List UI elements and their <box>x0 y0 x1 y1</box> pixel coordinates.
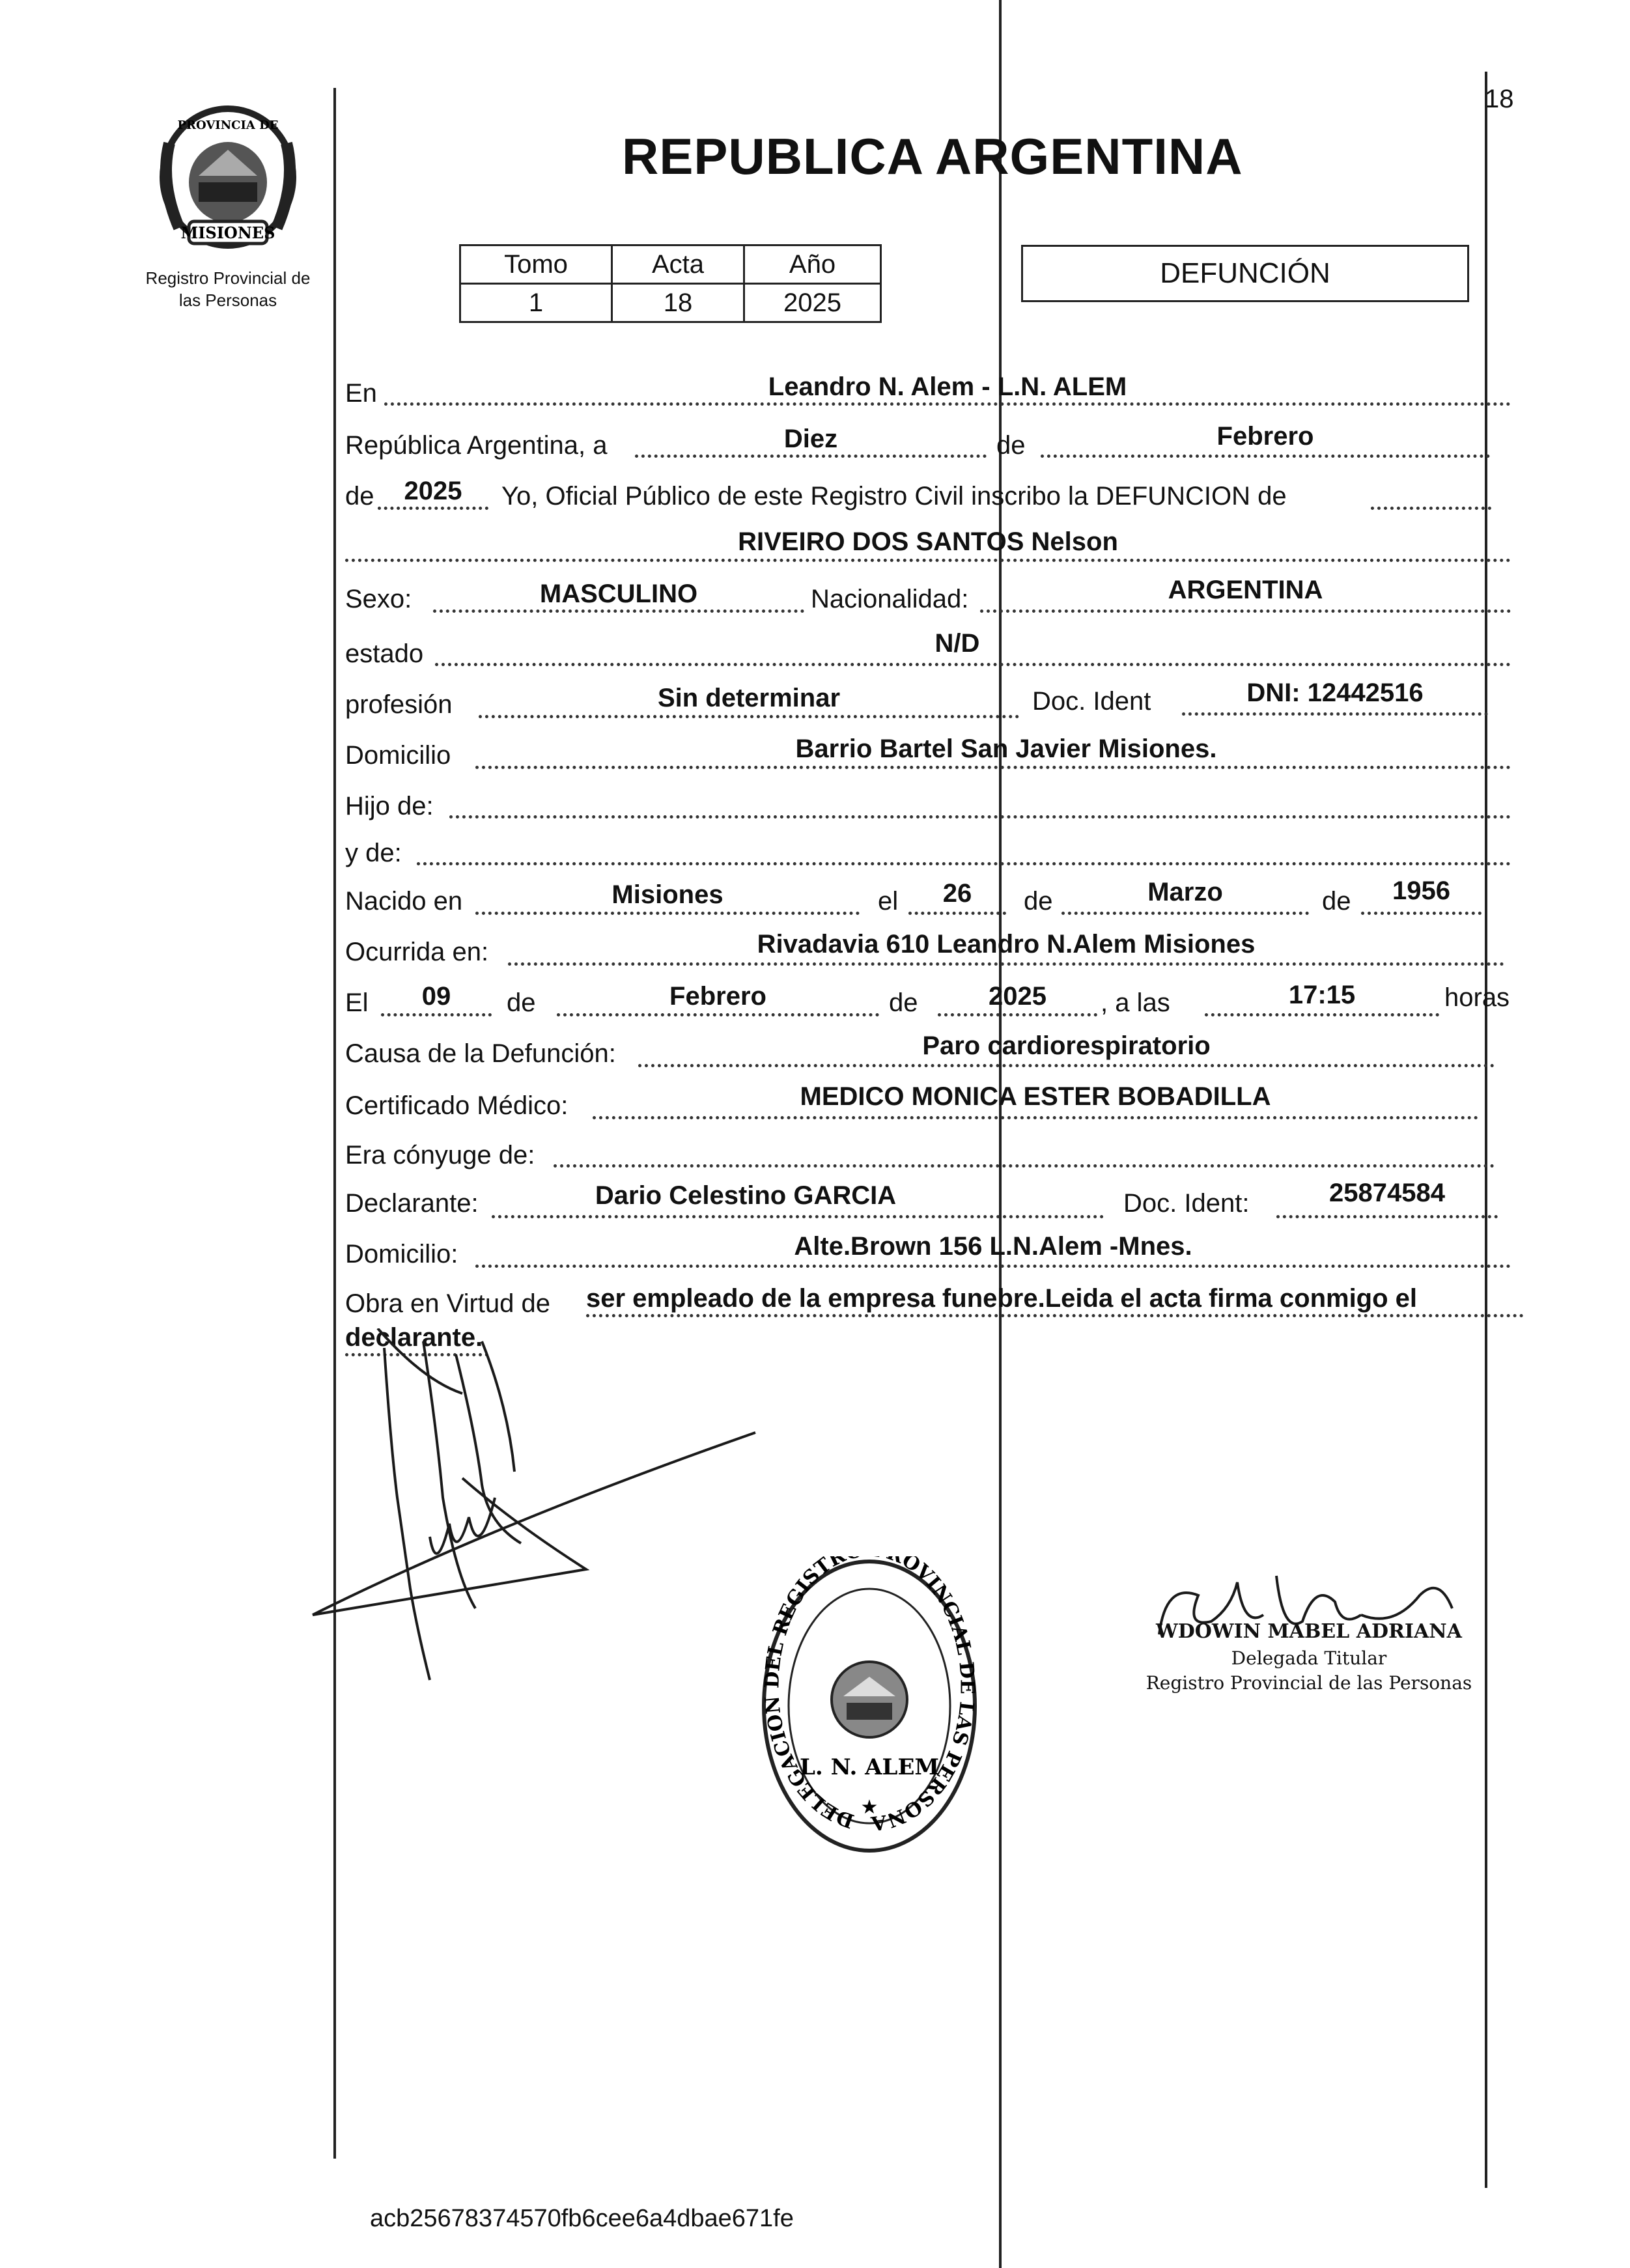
conyuge-label: Era cónyuge de: <box>345 1141 535 1169</box>
year-value: 2025 <box>404 477 462 505</box>
death-day: 09 <box>421 982 451 1011</box>
ocurrida-value: Rivadavia 610 Leandro N.Alem Misiones <box>757 930 1256 959</box>
en-label: En <box>345 379 377 408</box>
declarante-label: Declarante: <box>345 1189 479 1218</box>
doc2-label: Doc. Ident: <box>1123 1189 1250 1218</box>
dom2-line <box>475 1265 1511 1268</box>
ocurrida-line <box>508 962 1504 966</box>
doc-type-label: DEFUNCIÓN <box>1160 257 1330 289</box>
birth-day: 26 <box>942 879 972 908</box>
en-value: Leandro N. Alem - L.N. ALEM <box>768 372 1127 401</box>
officer-office: Registro Provincial de las Personas <box>1145 1672 1472 1694</box>
de4-label: de <box>1322 887 1351 916</box>
seal-text-top: PROVINCIA DE <box>177 119 279 132</box>
el2-label: El <box>345 988 369 1017</box>
death-month-line <box>557 1013 879 1016</box>
de5-label: de <box>507 988 536 1017</box>
domicilio-value: Barrio Bartel San Javier Misiones. <box>795 735 1217 763</box>
birth-year-line <box>1361 912 1482 915</box>
birth-month-line <box>1061 912 1309 915</box>
alas-label: , a las <box>1101 988 1170 1017</box>
table-header-tomo: Tomo <box>460 245 612 284</box>
domicilio-label: Domicilio <box>345 741 451 770</box>
obra-line <box>586 1314 1524 1317</box>
obra-value2: declarante. <box>345 1323 483 1352</box>
de3-label: de <box>1024 887 1053 916</box>
death-year-line <box>938 1013 1097 1016</box>
day-line <box>635 455 987 458</box>
nacido-line <box>475 912 860 915</box>
causa-value: Paro cardiorespiratorio <box>922 1031 1211 1060</box>
deceased-name: RIVEIRO DOS SANTOS Nelson <box>738 527 1118 556</box>
left-margin-line <box>333 88 336 2159</box>
nacionalidad-value: ARGENTINA <box>1168 576 1323 604</box>
obra-label: Obra en Virtud de <box>345 1289 551 1318</box>
hijo-line <box>449 815 1511 819</box>
province-seal-logo <box>153 104 303 254</box>
death-day-line <box>381 1013 492 1016</box>
registry-line1: Registro Provincial de <box>145 268 311 288</box>
el-label: el <box>878 887 899 916</box>
table-row <box>460 245 881 284</box>
causa-label: Causa de la Defunción: <box>345 1039 616 1068</box>
birth-month: Marzo <box>1147 878 1223 906</box>
declarant-signature <box>300 1328 768 1693</box>
doc-line <box>1182 712 1488 716</box>
table-cell-acta: 18 <box>612 284 744 322</box>
hijo-label: Hijo de: <box>345 792 434 820</box>
conyuge-line <box>554 1164 1495 1168</box>
dom2-label: Domicilio: <box>345 1240 458 1268</box>
delegation-stamp <box>759 1556 980 1856</box>
page-number: 18 <box>1485 85 1514 113</box>
day-value: Diez <box>783 425 838 453</box>
registry-line2: las Personas <box>178 290 277 310</box>
dom2-value: Alte.Brown 156 L.N.Alem -Mnes. <box>794 1232 1192 1261</box>
nacido-label: Nacido en <box>345 887 463 916</box>
estado-line <box>435 663 1511 666</box>
profesion-line <box>479 715 1019 718</box>
profesion-label: profesión <box>345 690 453 719</box>
causa-line <box>638 1064 1495 1067</box>
cert-value: MEDICO MONICA ESTER BOBADILLA <box>800 1082 1271 1111</box>
record-table <box>459 244 882 323</box>
nacionalidad-line <box>980 609 1511 613</box>
horas-label: horas <box>1444 983 1510 1012</box>
month-value: Febrero <box>1216 422 1314 451</box>
sexo-line <box>433 609 804 613</box>
table-header-ano: Año <box>744 245 881 284</box>
stamp-ring-text: DELEGACION DEL REGISTR OVINCIAL DE LAS PERSONA <box>761 1556 979 1835</box>
nacido-value: Misiones <box>611 880 724 909</box>
yo-trailing-line <box>1371 507 1491 510</box>
doc-label: Doc. Ident <box>1032 687 1151 716</box>
doc2-line <box>1276 1215 1498 1218</box>
sexo-label: Sexo: <box>345 585 412 613</box>
obra-value: ser empleado de la empresa funebre.Leida el acta firma conmigo el <box>586 1284 1418 1313</box>
cert-line <box>593 1116 1478 1119</box>
de2-label: de <box>345 482 374 511</box>
name-line <box>345 559 1511 562</box>
officer-name: WDOWIN MABEL ADRIANA <box>1156 1620 1462 1643</box>
en-line <box>384 402 1511 406</box>
birth-day-line <box>908 912 1006 915</box>
officer-title: Delegada Titular <box>1231 1647 1387 1669</box>
ocurrida-label: Ocurrida en: <box>345 938 489 966</box>
table-header-acta: Acta <box>612 245 744 284</box>
de-label: de <box>996 431 1026 460</box>
doc2-value: 25874584 <box>1329 1179 1445 1207</box>
document-hash: acb25678374570fb6cee6a4dbae671fe <box>370 2205 794 2232</box>
death-time: 17:15 <box>1288 981 1356 1009</box>
yde-label: y de: <box>345 839 402 867</box>
doc-type-box <box>1021 245 1469 302</box>
page-title: REPUBLICA ARGENTINA <box>622 128 1243 185</box>
cert-label: Certificado Médico: <box>345 1091 569 1120</box>
stamp-center-text: L. N. ALEM <box>800 1754 939 1780</box>
death-time-line <box>1205 1013 1439 1016</box>
sexo-value: MASCULINO <box>539 580 698 608</box>
domicilio-line <box>475 766 1511 769</box>
profesion-value: Sin determinar <box>657 684 841 712</box>
seal-text-bottom: MISIONES <box>180 223 275 242</box>
month-line <box>1041 455 1490 458</box>
year-line <box>378 507 488 510</box>
declarante-value: Dario Celestino GARCIA <box>595 1181 897 1210</box>
yo-text: Yo, Oficial Público de este Registro Civil inscribo la DEFUNCION de <box>501 482 1287 511</box>
estado-value: N/D <box>934 629 980 658</box>
death-year: 2025 <box>989 982 1047 1011</box>
estado-label: estado <box>345 639 424 668</box>
nacionalidad-label: Nacionalidad: <box>811 585 969 613</box>
death-month: Febrero <box>669 982 766 1011</box>
rep-label: República Argentina, a <box>345 431 608 460</box>
doc-value: DNI: 12442516 <box>1246 679 1424 707</box>
center-scan-line <box>999 0 1002 2268</box>
table-cell-tomo: 1 <box>460 284 612 322</box>
declarante-line <box>492 1215 1104 1218</box>
stamp-star-icon: ★ <box>860 1797 878 1818</box>
birth-year: 1956 <box>1392 876 1450 905</box>
de6-label: de <box>889 988 918 1017</box>
yde-line <box>417 862 1511 865</box>
table-row <box>460 284 881 322</box>
table-cell-ano: 2025 <box>744 284 881 322</box>
